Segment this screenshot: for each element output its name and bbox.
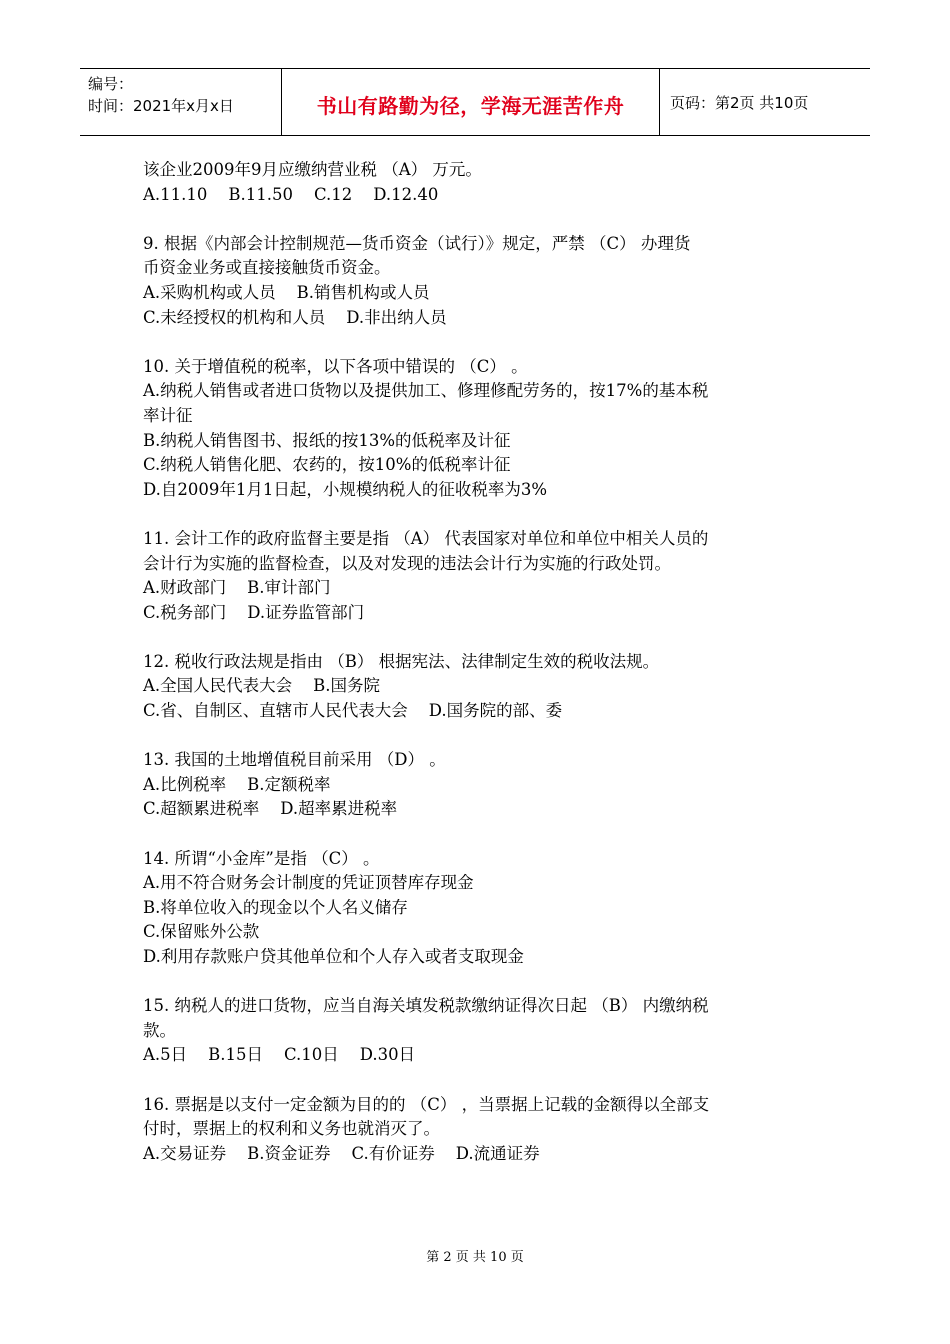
question-line: A.采购机构或人员 B.销售机构或人员 [143, 282, 430, 302]
header-page-info [660, 69, 870, 135]
question-text: 12. 税收行政法规是指由 （B） 根据宪法、法律制定生效的税收法规。 [143, 651, 660, 671]
question-text: 11. 会计工作的政府监督主要是指 （A） 代表国家对单位和单位中相关人员的 [143, 528, 709, 548]
question-line: C.未经授权的机构和人员 D.非出纳人员 [143, 307, 447, 327]
question-line: A.用不符合财务会计制度的凭证顶替库存现金 [143, 873, 474, 893]
question-line: C.超额累进税率 D.超率累进税率 [143, 799, 398, 819]
question-line: 款。 [143, 1020, 176, 1040]
page-footer: 第 2 页 共 10 页 [426, 1250, 524, 1265]
question-text: 15. 纳税人的进口货物，应当自海关填发税款缴纳证得次日起 （B） 内缴纳税 [143, 996, 709, 1016]
question-line: A.纳税人销售或者进口货物以及提供加工、修理修配劳务的，按17%的基本税 [143, 381, 709, 401]
question-line: C.省、自制区、直辖市人民代表大会 D.国务院的部、委 [143, 701, 563, 721]
question-block [143, 158, 823, 207]
question-line: 币资金业务或直接接触货币资金。 [143, 258, 391, 278]
question-text: 14. 所谓“小金库”是指 （C） 。 [143, 848, 380, 868]
question-line: A.全国人民代表大会 B.国务院 [143, 676, 381, 696]
question-line: 会计行为实施的监督检查，以及对发现的违法会计行为实施的行政处罚。 [143, 553, 671, 573]
header-motto-cell [282, 69, 660, 135]
motto-text: 书山有路勤为径，学海无涯苦作舟 [316, 93, 625, 118]
question-line: A.11.10 B.11.50 C.12 D.12.40 [143, 184, 439, 204]
question-block [143, 1093, 823, 1167]
question-text: 16. 票据是以支付一定金额为目的的 （C） ，当票据上记载的金额得以全部支 [143, 1094, 710, 1114]
question-line: C.纳税人销售化肥、农药的，按10%的低税率计征 [143, 455, 511, 475]
question-line: D.利用存款账户贷其他单位和个人存入或者支取现金 [143, 947, 524, 966]
question-block [143, 232, 823, 330]
header-meta [80, 69, 282, 135]
question-line: C.保留账外公款 [143, 922, 260, 942]
serial-label: 编号： [88, 75, 134, 93]
page-info-text: 页码：第2页 共10页 [670, 93, 809, 112]
question-block [143, 650, 823, 724]
question-line: 率计征 [143, 405, 193, 425]
question-line: D.自2009年1月1日起，小规模纳税人的征收税率为3% [143, 479, 548, 499]
question-block [143, 748, 823, 822]
question-line: C.税务部门 D.证券监管部门 [143, 602, 365, 622]
question-block [143, 355, 823, 503]
question-block [143, 847, 823, 970]
question-line: 付时，票据上的权利和义务也就消灭了。 [143, 1119, 440, 1139]
document-body [143, 158, 823, 1191]
question-block [143, 527, 823, 625]
question-line: B.纳税人销售图书、报纸的按13%的低税率及计征 [143, 430, 511, 450]
question-text: 13. 我国的土地增值税目前采用 （D） 。 [143, 750, 446, 770]
question-text: 10. 关于增值税的税率，以下各项中错误的 （C） 。 [143, 356, 528, 376]
question-block [143, 994, 823, 1068]
date-label: 时间：2021年x月x日 [88, 97, 234, 115]
question-line: A.5日 B.15日 C.10日 D.30日 [143, 1045, 416, 1065]
question-line: A.交易证券 B.资金证券 C.有价证券 D.流通证券 [143, 1143, 540, 1163]
question-line: A.财政部门 B.审计部门 [143, 578, 331, 598]
question-line: A.比例税率 B.定额税率 [143, 774, 331, 794]
question-line: B.将单位收入的现金以个人名义储存 [143, 897, 408, 917]
question-text: 该企业2009年9月应缴纳营业税 （A） 万元。 [143, 160, 482, 179]
page-header [80, 68, 870, 136]
question-text: 9. 根据《内部会计控制规范—货币资金（试行）》规定，严禁 （C） 办理货 [143, 233, 691, 253]
